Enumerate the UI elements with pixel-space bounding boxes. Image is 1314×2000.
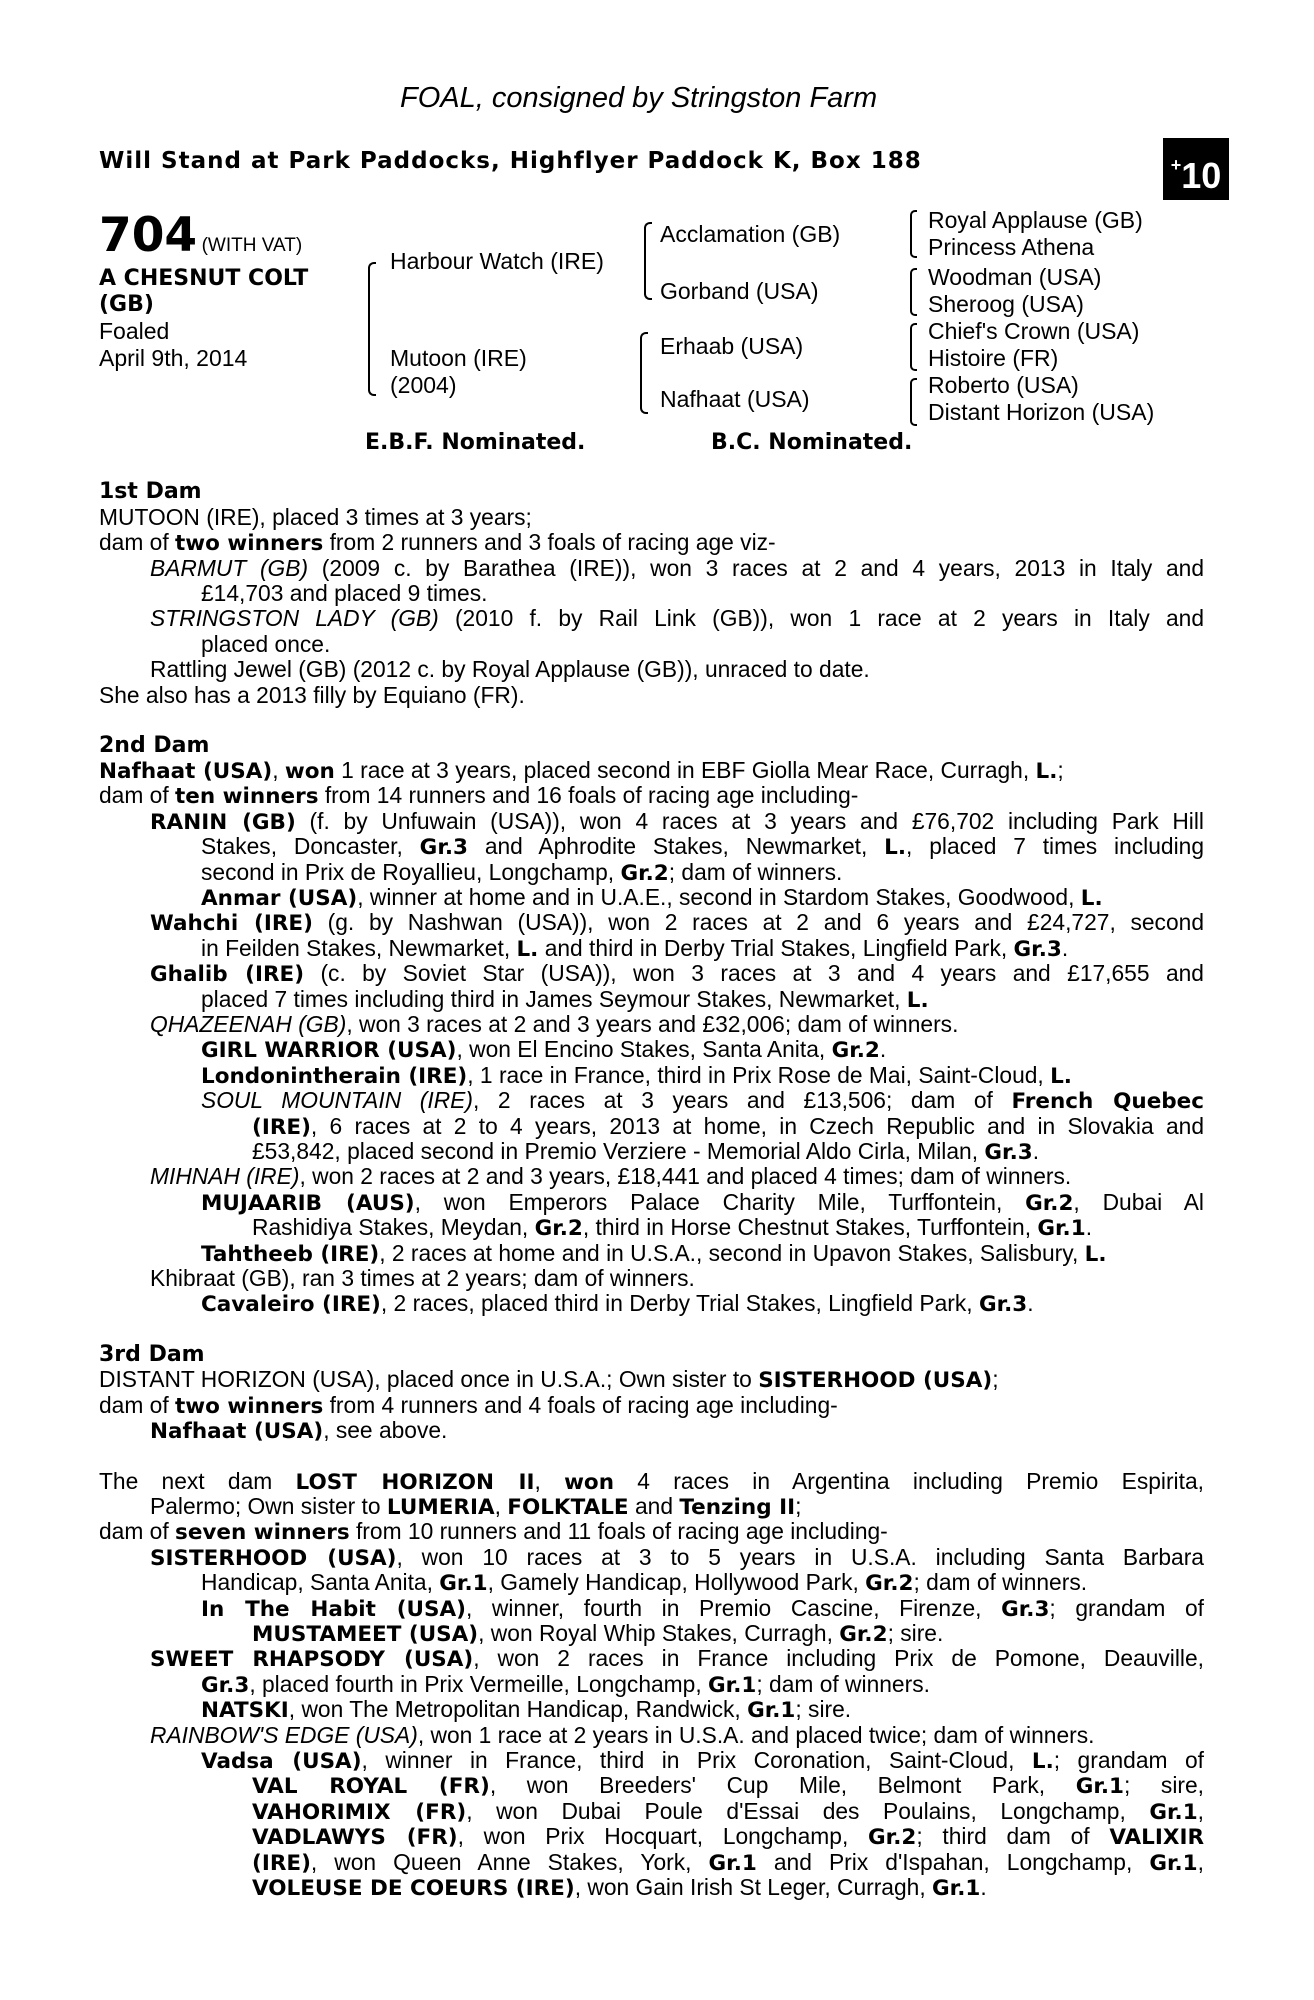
second-dam-line (252, 1215, 1092, 1241)
text-span: LUMERIA (386, 1495, 495, 1520)
bc-nominated: B.C. Nominated. (711, 430, 913, 455)
next-dam-line (150, 1723, 1094, 1748)
text-span: DISTANT HORIZON (USA), placed once in U.S.A.; Own sister to (99, 1366, 759, 1392)
text-span: Anmar (USA) (201, 886, 358, 911)
second-dam-line (252, 1114, 1204, 1140)
pedigree-dam: Mutoon (IRE) (390, 345, 527, 371)
text-span: and third in Derby Trial Stakes, Lingfield Park, (538, 935, 1014, 961)
pedigree-ssd: Princess Athena (928, 234, 1095, 260)
second-dam-line (201, 1037, 886, 1063)
first-dam-line: £14,703 and placed 9 times. (201, 580, 488, 606)
pedigree-dsd: Histoire (FR) (928, 345, 1059, 371)
text-span: MUJAARIB (AUS) (201, 1191, 415, 1216)
text-span: , 2 races, placed third in Derby Trial Stakes, Lingfield Park, (380, 1290, 979, 1316)
text-span: ; third dam of (916, 1823, 1110, 1849)
text-span: (IRE) (252, 1115, 311, 1140)
text-span: , Dubai Al (1073, 1189, 1204, 1215)
text-span: In The Habit (USA) (201, 1597, 466, 1622)
text-span: Stakes, Doncaster, (201, 833, 420, 859)
second-dam-line (201, 987, 929, 1013)
text-span: , placed fourth in Prix Vermeille, Longchamp, (249, 1671, 709, 1697)
text-span: Londonintherain (IRE) (201, 1064, 468, 1089)
text-span: . (1085, 1214, 1093, 1240)
pedigree-dam-year: (2004) (390, 372, 457, 398)
text-span: seven winners (175, 1520, 350, 1545)
first-dam-line (150, 606, 1204, 631)
text-span: The next dam (99, 1468, 296, 1494)
lot-number: 704 (99, 208, 198, 263)
text-span: ; grandam of (1049, 1595, 1204, 1621)
foaled-label: Foaled (99, 318, 170, 344)
pedigree-dam-dam: Nafhaat (USA) (660, 386, 810, 412)
pedigree-ddd: Distant Horizon (USA) (928, 399, 1155, 425)
text-span: , third in Horse Chestnut Stakes, Turffontein, (582, 1214, 1038, 1240)
second-dam-line (201, 936, 1068, 962)
text-span: Gr.1 (1149, 1851, 1198, 1876)
text-span: ; sire. (887, 1620, 944, 1646)
first-dam-line: Rattling Jewel (GB) (2012 c. by Royal Applause (GB)), unraced to date. (150, 656, 870, 682)
text-span: . (879, 1036, 887, 1062)
pedigree-sire-dam: Gorband (USA) (660, 278, 819, 304)
text-span: (2009 c. by Barathea (IRE)), won 3 races at 2 and 4 years, 2013 in Italy and (308, 555, 1204, 581)
next-dam-line (201, 1596, 1204, 1622)
text-span: , placed 7 times including (906, 833, 1205, 859)
text-span: , won 10 races at 3 to 5 years in U.S.A. including Santa Barbara (396, 1544, 1204, 1570)
next-dam-line (252, 1824, 1204, 1850)
next-dam-line (99, 1469, 1204, 1495)
pedigree-brace-sire (644, 222, 652, 300)
text-span: VAL ROYAL (FR) (252, 1774, 490, 1799)
pedigree-dam-sire: Erhaab (USA) (660, 333, 804, 359)
text-span: , won 1 race at 2 years in U.S.A. and placed twice; dam of winners. (417, 1722, 1095, 1748)
text-span: 4 races in Argentina including Premio Espirita, (614, 1468, 1204, 1494)
text-span: ; dam of winners. (756, 1671, 930, 1697)
text-span: ; (992, 1366, 999, 1392)
text-span: from 2 runners and 3 foals of racing age viz- (323, 529, 776, 555)
second-dam-line (201, 1241, 1107, 1267)
text-span: dam of (99, 782, 176, 808)
text-span: GIRL WARRIOR (USA) (201, 1038, 457, 1063)
text-span: ; dam of winners. (913, 1569, 1088, 1595)
text-span: Nafhaat (USA) (150, 1419, 324, 1444)
text-span: , won Royal Whip Stakes, Curragh, (478, 1620, 840, 1646)
text-span: won (284, 759, 335, 784)
text-span: , winner in France, third in Prix Coronation, Saint-Cloud, (361, 1747, 1032, 1773)
text-span: VOLEUSE DE COEURS (IRE) (252, 1876, 575, 1901)
text-span: Gr.1 (1075, 1774, 1124, 1799)
text-span: L. (1050, 1064, 1072, 1089)
pedigree-sdd: Sheroog (USA) (928, 291, 1084, 317)
text-span: from 10 runners and 11 foals of racing age including- (349, 1518, 888, 1544)
second-dam-line: Khibraat (GB), ran 3 times at 2 years; dam of winners. (150, 1265, 695, 1291)
text-span: . (1027, 1290, 1034, 1316)
text-span: Gr.1 (439, 1571, 488, 1596)
stand-location: Will Stand at Park Paddocks, Highflyer Paddock K, Box 188 (99, 148, 922, 174)
text-span: SOUL MOUNTAIN (IRE) (201, 1087, 473, 1113)
text-span: French Quebec (1011, 1089, 1205, 1114)
text-span: , won 3 races at 2 and 3 years and £32,006; dam of winners. (346, 1011, 959, 1037)
text-span: MUSTAMEET (USA) (252, 1622, 479, 1647)
lot-vat: (WITH VAT) (201, 235, 303, 256)
text-span: VAHORIMIX (FR) (252, 1800, 467, 1825)
pedigree-dss: Chief's Crown (USA) (928, 318, 1140, 344)
text-span: ; sire, (1124, 1772, 1204, 1798)
lot-description-country: (GB) (99, 292, 154, 317)
second-dam-line (252, 1139, 1039, 1165)
text-span: , won El Encino Stakes, Santa Anita, (456, 1036, 832, 1062)
pedigree-brace-main (368, 262, 376, 396)
next-dam-line (252, 1875, 987, 1901)
section-heading-1st-dam: 1st Dam (99, 479, 202, 504)
ebf-nominated: E.B.F. Nominated. (365, 430, 586, 455)
second-dam-line (201, 860, 842, 886)
text-span: second in Prix de Royallieu, Longchamp, (201, 859, 621, 885)
text-span: SWEET RHAPSODY (USA) (150, 1647, 474, 1672)
text-span: two winners (175, 1394, 324, 1419)
text-span: Gr.3 (1001, 1597, 1050, 1622)
text-span: , won Gain Irish St Leger, Curragh, (574, 1874, 933, 1900)
text-span: SISTERHOOD (USA) (150, 1546, 397, 1571)
text-span: L. (884, 835, 907, 860)
second-dam-line (201, 834, 1204, 860)
text-span: Gr.3 (201, 1673, 250, 1698)
text-span: , won Emperors Palace Charity Mile, Turffontein, (414, 1189, 1026, 1215)
text-span: Gr.3 (419, 835, 468, 860)
second-dam-line (150, 1012, 958, 1037)
text-span: STRINGSTON LADY (GB) (150, 605, 439, 631)
text-span: Gr.3 (984, 1140, 1033, 1165)
text-span: Gr.2 (865, 1571, 914, 1596)
pedigree-dds: Roberto (USA) (928, 372, 1079, 398)
text-span: FOLKTALE (507, 1495, 629, 1520)
text-span: two winners (175, 531, 324, 556)
text-span: RAINBOW'S EDGE (USA) (150, 1722, 418, 1748)
text-span: Gr.2 (839, 1622, 888, 1647)
text-span: MIHNAH (IRE) (150, 1163, 300, 1189)
text-span: ten winners (175, 784, 319, 809)
text-span: Gr.1 (747, 1698, 796, 1723)
text-span: L. (1035, 759, 1058, 784)
text-span: ; grandam of (1053, 1747, 1204, 1773)
pedigree-brace-dd (910, 378, 917, 426)
second-dam-line (150, 910, 1204, 936)
text-span: in Feilden Stakes, Newmarket, (201, 935, 517, 961)
text-span: and (628, 1493, 680, 1519)
text-span: Gr.3 (978, 1292, 1028, 1317)
pedigree-sss: Royal Applause (GB) (928, 207, 1143, 233)
text-span: Gr.1 (1149, 1800, 1198, 1825)
text-span: Tenzing II (679, 1495, 796, 1520)
text-span: Gr.2 (831, 1038, 880, 1063)
text-span: (IRE) (252, 1851, 311, 1876)
text-span: , (272, 757, 285, 783)
text-span: (g. by Nashwan (USA)), won 2 races at 2 and 6 years and £24,727, second (312, 909, 1204, 935)
page-header: FOAL, consigned by Stringston Farm (400, 82, 878, 114)
text-span: Gr.3 (1013, 937, 1062, 962)
text-span: , won Breeders' Cup Mile, Belmont Park, (489, 1772, 1076, 1798)
second-dam-line (201, 1190, 1204, 1216)
text-span: VALIXIR (1109, 1825, 1204, 1850)
pedigree-sds: Woodman (USA) (928, 264, 1102, 290)
text-span: . (980, 1874, 987, 1900)
text-span: . (1061, 935, 1069, 961)
text-span: NATSKI (201, 1698, 289, 1723)
text-span: , won Queen Anne Stakes, York, (310, 1849, 709, 1875)
text-span: ; dam of winners. (668, 859, 843, 885)
next-dam-line (252, 1799, 1204, 1825)
text-span: Gr.2 (620, 861, 669, 886)
text-span: dam of (99, 1518, 176, 1544)
pedigree-brace-ds (910, 323, 917, 371)
text-span: Ghalib (IRE) (150, 962, 305, 987)
text-span: (f. by Unfuwain (USA)), won 4 races at 3 years and £76,702 including Park Hill (295, 808, 1204, 834)
next-dam-line (201, 1672, 930, 1698)
foaled-date: April 9th, 2014 (99, 345, 248, 371)
text-span: , won The Metropolitan Handicap, Randwick, (288, 1696, 748, 1722)
text-span: Gr.1 (932, 1876, 981, 1901)
text-span: won (564, 1470, 615, 1495)
next-dam-line (252, 1773, 1204, 1799)
first-dam-line: placed once. (201, 631, 331, 657)
next-dam-line (201, 1748, 1204, 1774)
first-dam-line (150, 556, 1204, 581)
text-span: Gr.2 (868, 1825, 917, 1850)
text-span: , won Dubai Poule d'Essai des Poulains, Longchamp, (466, 1798, 1150, 1824)
third-dam-line (99, 1367, 999, 1393)
text-span: placed 7 times including third in James Seymour Stakes, Newmarket, (201, 986, 907, 1012)
text-span: RANIN (GB) (150, 810, 296, 835)
text-span: Gr.2 (534, 1216, 583, 1241)
text-span: , 6 races at 2 to 4 years, 2013 at home, in Czech Republic and in Slovakia and (310, 1113, 1204, 1139)
text-span: , (1197, 1849, 1204, 1875)
text-span: Gr.1 (708, 1851, 757, 1876)
first-dam-line: MUTOON (IRE), placed 3 times at 3 years; (99, 504, 532, 530)
second-dam-line (99, 758, 1064, 784)
text-span: BARMUT (GB) (150, 555, 309, 581)
second-dam-line (150, 961, 1204, 987)
second-dam-line (150, 809, 1204, 835)
text-span: VADLAWYS (FR) (252, 1825, 458, 1850)
text-span: Rashidiya Stakes, Meydan, (252, 1214, 535, 1240)
text-span: , won Prix Hocquart, Longchamp, (457, 1823, 869, 1849)
next-dam-line (201, 1697, 851, 1723)
text-span: Gr.1 (1037, 1216, 1086, 1241)
second-dam-line (150, 1164, 1071, 1189)
next-dam-line (201, 1570, 1087, 1596)
text-span: L. (1080, 886, 1103, 911)
text-span: from 14 runners and 16 foals of racing age including- (318, 782, 859, 808)
pedigree-brace-dam (640, 332, 648, 414)
text-span: L. (516, 937, 539, 962)
lot-number-block (99, 208, 302, 263)
first-dam-line: She also has a 2013 filly by Equiano (FR). (99, 682, 525, 708)
text-span: , Gamely Handicap, Hollywood Park, (487, 1569, 866, 1595)
third-dam-line (99, 1393, 838, 1419)
text-span: ; (795, 1493, 802, 1519)
text-span: Wahchi (IRE) (150, 911, 313, 936)
first-dam-line (99, 530, 776, 556)
text-span: , winner at home and in U.A.E., second in Stardom Stakes, Goodwood, (357, 884, 1081, 910)
next-dam-line (150, 1646, 1204, 1672)
text-span: dam of (99, 1392, 176, 1418)
badge-number: 10 (1181, 155, 1222, 196)
third-dam-line (150, 1418, 447, 1444)
text-span: Gr.2 (1025, 1191, 1074, 1216)
text-span: from 4 runners and 4 foals of racing age including- (323, 1392, 838, 1418)
text-span: £53,842, placed second in Premio Verziere - Memorial Aldo Cirla, Milan, (252, 1138, 985, 1164)
text-span: , 2 races at home and in U.S.A., second in Upavon Stakes, Salisbury, (379, 1240, 1085, 1266)
next-dam-line (99, 1519, 888, 1545)
text-span: Cavaleiro (IRE) (201, 1292, 381, 1317)
lot-badge (1163, 138, 1229, 200)
text-span: L. (1031, 1749, 1054, 1774)
pedigree-sire-sire: Acclamation (GB) (660, 221, 841, 247)
pedigree-brace-sd (910, 268, 917, 316)
next-dam-line (252, 1621, 943, 1647)
section-heading-2nd-dam: 2nd Dam (99, 733, 210, 758)
text-span: , won 2 races at 2 and 3 years, £18,441 and placed 4 times; dam of winners. (299, 1163, 1072, 1189)
text-span: Nafhaat (USA) (99, 759, 273, 784)
text-span: Gr.1 (708, 1673, 757, 1698)
text-span: (c. by Soviet Star (USA)), won 3 races at 3 and 4 years and £17,655 and (304, 960, 1204, 986)
pedigree-brace-ss (910, 210, 917, 258)
text-span: LOST HORIZON II (295, 1470, 535, 1495)
text-span: , see above. (323, 1417, 448, 1443)
second-dam-line (201, 1063, 1072, 1089)
text-span: and Aphrodite Stakes, Newmarket, (467, 833, 885, 859)
text-span: Tahtheeb (IRE) (201, 1242, 380, 1267)
text-span: Vadsa (USA) (201, 1749, 362, 1774)
second-dam-line (201, 1088, 1204, 1114)
badge-plus: + (1170, 155, 1182, 175)
text-span: QHAZEENAH (GB) (150, 1011, 347, 1037)
text-span: , won 2 races in France including Prix de Pomone, Deauville, (473, 1645, 1204, 1671)
text-span: , (534, 1468, 565, 1494)
next-dam-line (150, 1545, 1204, 1571)
text-span: , (1197, 1798, 1204, 1824)
text-span: and Prix d'Ispahan, Longchamp, (756, 1849, 1150, 1875)
text-span: 1 race at 3 years, placed second in EBF Giolla Mear Race, Curragh, (334, 757, 1036, 783)
text-span: , winner, fourth in Premio Cascine, Firenze, (465, 1595, 1002, 1621)
next-dam-line (150, 1494, 801, 1520)
second-dam-line (201, 1291, 1034, 1317)
text-span: . (1032, 1138, 1040, 1164)
text-span: (2010 f. by Rail Link (GB)), won 1 race at 2 years in Italy and (438, 605, 1204, 631)
text-span: L. (906, 988, 929, 1013)
lot-description: A CHESNUT COLT (99, 266, 309, 291)
text-span: , (494, 1493, 508, 1519)
second-dam-line (99, 783, 858, 809)
text-span: Palermo; Own sister to (150, 1493, 387, 1519)
text-span: , 2 races at 3 years and £13,506; dam of (472, 1087, 1012, 1113)
text-span: ; sire. (795, 1696, 852, 1722)
text-span: dam of (99, 529, 176, 555)
text-span: Handicap, Santa Anita, (201, 1569, 440, 1595)
text-span: ; (1057, 757, 1064, 783)
pedigree-sire: Harbour Watch (IRE) (390, 248, 604, 274)
text-span: L. (1084, 1242, 1107, 1267)
next-dam-line (252, 1850, 1204, 1876)
section-heading-3rd-dam: 3rd Dam (99, 1342, 205, 1367)
second-dam-line (201, 885, 1103, 911)
text-span: SISTERHOOD (USA) (758, 1368, 993, 1393)
text-span: , 1 race in France, third in Prix Rose de Mai, Saint-Cloud, (467, 1062, 1051, 1088)
